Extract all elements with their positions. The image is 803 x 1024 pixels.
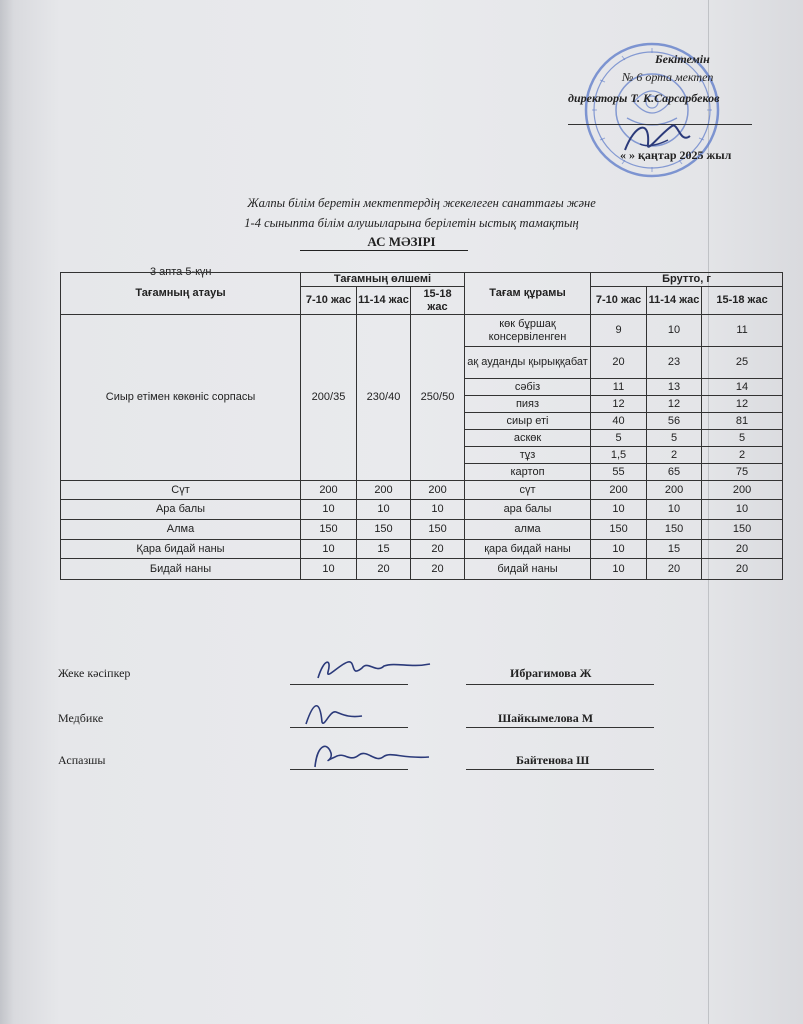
ingredient-weight: 2 xyxy=(702,447,783,464)
ingredient-name: ара балы xyxy=(465,500,591,520)
ingredient-weight: 10 xyxy=(591,540,647,559)
ingredient-weight: 12 xyxy=(702,396,783,413)
col-header-age: 7-10 жас xyxy=(301,287,357,315)
ingredient-weight: 5 xyxy=(702,430,783,447)
table-row xyxy=(61,540,783,559)
ingredient-name: көк бұршақ консервіленген xyxy=(465,315,591,347)
col-header-composition: Тағам құрамы xyxy=(465,273,591,315)
col-header-age: 15-18 жас xyxy=(702,287,783,315)
signer-name: Ибрагимова Ж xyxy=(510,666,592,680)
ingredient-weight: 10 xyxy=(702,500,783,520)
name-line xyxy=(466,684,654,685)
dish-portion: 20 xyxy=(411,559,465,580)
col-header-age: 11-14 жас xyxy=(647,287,702,315)
dish-portion: 200 xyxy=(301,481,357,500)
ingredient-weight: 200 xyxy=(591,481,647,500)
dish-name: Алма xyxy=(61,520,301,540)
ingredient-weight: 1,5 xyxy=(591,447,647,464)
dish-portion: 250/50 xyxy=(411,315,465,481)
ingredient-weight: 25 xyxy=(702,347,783,379)
ingredient-weight: 40 xyxy=(591,413,647,430)
ingredient-weight: 10 xyxy=(591,559,647,580)
ingredient-name: қара бидай наны xyxy=(465,540,591,559)
dish-portion: 10 xyxy=(301,559,357,580)
signature-scribble xyxy=(305,735,435,771)
approval-school: № 6 орта мектеп xyxy=(622,70,714,84)
ingredient-weight: 150 xyxy=(647,520,702,540)
dish-portion: 200 xyxy=(411,481,465,500)
approval-date: « » қаңтар 2025 жыл xyxy=(620,148,732,162)
dish-portion: 10 xyxy=(357,500,411,520)
approval-director: директоры Т. К.Сарсарбеков xyxy=(568,91,720,105)
dish-portion: 200/35 xyxy=(301,315,357,481)
ingredient-weight: 150 xyxy=(702,520,783,540)
ingredient-weight: 55 xyxy=(591,464,647,481)
ingredient-name: тұз xyxy=(465,447,591,464)
name-line xyxy=(466,769,654,770)
week-day-label: 3 апта 5-күн xyxy=(150,266,212,278)
ingredient-weight: 23 xyxy=(647,347,702,379)
approval-heading: Бекітемін xyxy=(655,52,710,66)
dish-portion: 200 xyxy=(357,481,411,500)
col-header-name: Тағамның атауы xyxy=(61,273,301,315)
dish-name: Қара бидай наны xyxy=(61,540,301,559)
ingredient-weight: 12 xyxy=(647,396,702,413)
ingredient-weight: 10 xyxy=(647,500,702,520)
col-header-brutto: Брутто, г xyxy=(591,273,783,287)
ingredient-weight: 200 xyxy=(702,481,783,500)
ingredient-weight: 20 xyxy=(647,559,702,580)
signature-role: Медбике xyxy=(58,711,104,725)
ingredient-name: ақ ауданды қырыққабат xyxy=(465,347,591,379)
ingredient-weight: 14 xyxy=(702,379,783,396)
dish-name: Ара балы xyxy=(61,500,301,520)
dish-portion: 150 xyxy=(411,520,465,540)
ingredient-weight: 65 xyxy=(647,464,702,481)
dish-portion: 150 xyxy=(301,520,357,540)
dish-name: Сүт xyxy=(61,481,301,500)
name-line xyxy=(466,727,654,728)
dish-portion: 10 xyxy=(301,500,357,520)
signer-name: Шайкымелова М xyxy=(498,711,594,725)
signature-role: Жеке кәсіпкер xyxy=(58,666,131,680)
ingredient-name: сиыр еті xyxy=(465,413,591,430)
ingredient-weight: 56 xyxy=(647,413,702,430)
ingredient-weight: 20 xyxy=(591,347,647,379)
dish-name: Сиыр етімен көкөніс сорпасы xyxy=(61,315,301,481)
ingredient-weight: 10 xyxy=(647,315,702,347)
menu-title: АС МӘЗІРІ xyxy=(367,234,436,249)
signature-scribble xyxy=(300,694,370,730)
dish-portion: 10 xyxy=(411,500,465,520)
ingredient-weight: 15 xyxy=(647,540,702,559)
ingredient-name: картоп xyxy=(465,464,591,481)
dish-portion: 150 xyxy=(357,520,411,540)
ingredient-weight: 13 xyxy=(647,379,702,396)
ingredient-name: сүт xyxy=(465,481,591,500)
menu-table xyxy=(60,272,783,580)
ingredient-weight: 2 xyxy=(647,447,702,464)
dish-portion: 230/40 xyxy=(357,315,411,481)
soup-group xyxy=(61,315,783,481)
header-line-1: Жалпы білім беретін мектептердің жекелеген санаттағы және xyxy=(247,196,596,210)
col-header-age: 15-18 жас xyxy=(411,287,465,315)
col-header-age: 11-14 жас xyxy=(357,287,411,315)
col-header-portion: Тағамның өлшемі xyxy=(301,273,465,287)
ingredient-weight: 150 xyxy=(591,520,647,540)
ingredient-weight: 200 xyxy=(647,481,702,500)
signer-name: Байтенова Ш xyxy=(516,753,590,767)
ingredient-weight: 20 xyxy=(702,540,783,559)
table-row xyxy=(61,500,783,520)
ingredient-name: сәбіз xyxy=(465,379,591,396)
ingredient-weight: 5 xyxy=(647,430,702,447)
signature-role: Аспазшы xyxy=(58,753,106,767)
ingredient-weight: 9 xyxy=(591,315,647,347)
title-underline xyxy=(300,250,468,251)
dish-portion: 20 xyxy=(357,559,411,580)
ingredient-weight: 20 xyxy=(702,559,783,580)
ingredient-weight: 10 xyxy=(591,500,647,520)
ingredient-weight: 11 xyxy=(702,315,783,347)
ingredient-weight: 75 xyxy=(702,464,783,481)
ingredient-weight: 12 xyxy=(591,396,647,413)
ingredient-weight: 5 xyxy=(591,430,647,447)
dish-portion: 15 xyxy=(357,540,411,559)
ingredient-name: алма xyxy=(465,520,591,540)
signature-scribble xyxy=(310,650,435,686)
dish-name: Бидай наны xyxy=(61,559,301,580)
table-row xyxy=(61,559,783,580)
dish-portion: 20 xyxy=(411,540,465,559)
ingredient-weight: 81 xyxy=(702,413,783,430)
table-row xyxy=(61,481,783,500)
table-row xyxy=(61,520,783,540)
dish-portion: 10 xyxy=(301,540,357,559)
ingredient-weight: 11 xyxy=(591,379,647,396)
col-header-age: 7-10 жас xyxy=(591,287,647,315)
ingredient-name: пияз xyxy=(465,396,591,413)
header-line-2: 1-4 сыныпта білім алушыларына берілетін ыстық тамақтың xyxy=(244,216,579,230)
ingredient-name: бидай наны xyxy=(465,559,591,580)
ingredient-name: аскөк xyxy=(465,430,591,447)
